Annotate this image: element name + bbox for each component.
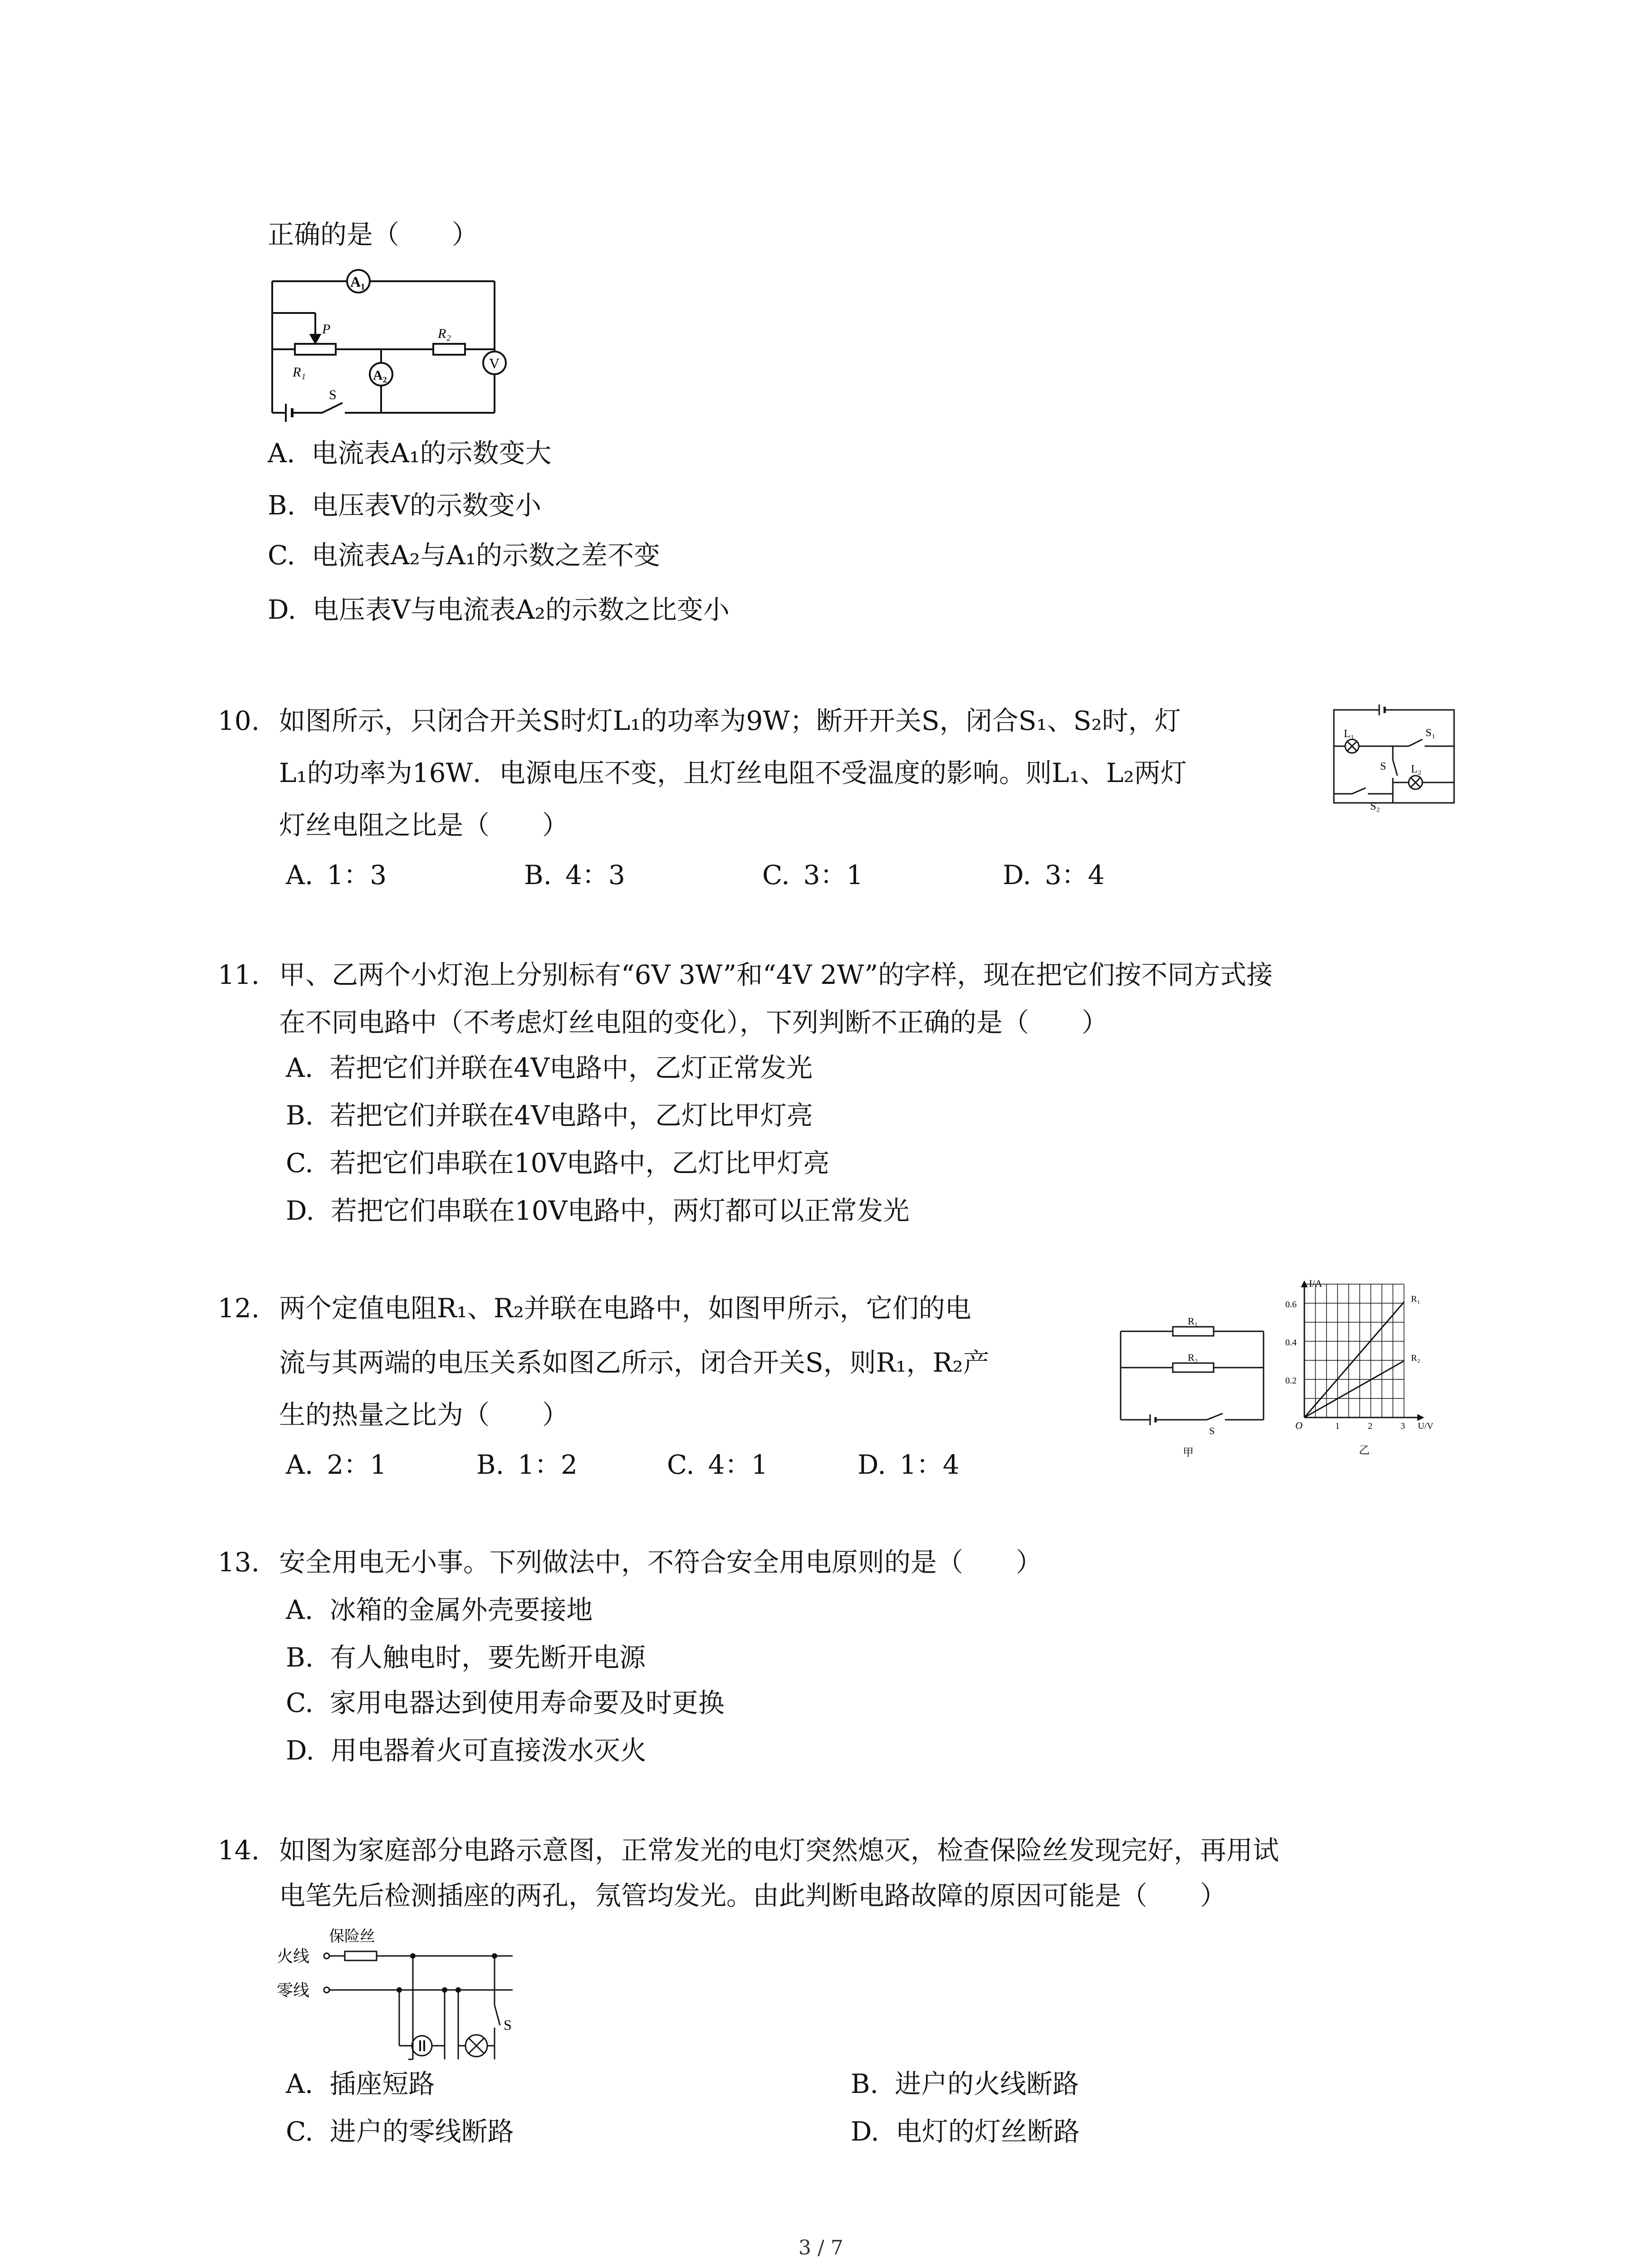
q14-line-1: 如图为家庭部分电路示意图，正常发光的电灯突然熄灭，检查保险丝发现完好，再用试 — [279, 1835, 1279, 1866]
q12-yi-xtick-3: 3 — [1401, 1421, 1405, 1431]
q10-number: 10. — [218, 705, 260, 736]
q14-fig-fuse: 保险丝 — [329, 1928, 375, 1945]
q12-yi-caption: 乙 — [1359, 1445, 1370, 1457]
q9-fig-r1: R₁ — [293, 365, 306, 380]
q11-number: 11. — [218, 959, 260, 990]
q14-option-d[interactable]: D. 电灯的灯丝断路 — [851, 2116, 1080, 2147]
q10-fig-s2: S₂ — [1370, 801, 1380, 812]
q10-option-d[interactable]: D. 3：4 — [1003, 860, 1105, 890]
q12-yi-ytick-04: 0.4 — [1285, 1338, 1297, 1348]
q10-line-1: 如图所示，只闭合开关S时灯L₁的功率为9W；断开开关S，闭合S₁、S₂时，灯 — [279, 705, 1181, 736]
q11-line-1: 甲、乙两个小灯泡上分别标有“6V 3W”和“4V 2W”的字样，现在把它们按不同方式接 — [279, 959, 1273, 990]
q14-number: 14. — [218, 1835, 260, 1866]
q12-yi-ylabel: I/A — [1309, 1278, 1323, 1289]
q9-fig-a2: A₂ — [373, 368, 387, 383]
q12-yi-r2: R₂ — [1411, 1353, 1421, 1363]
q12-line-1: 两个定值电阻R₁、R₂并联在电路中，如图甲所示，它们的电 — [279, 1293, 971, 1324]
q13-number: 13. — [218, 1547, 260, 1578]
q10-line-2: L₁的功率为16W．电源电压不变，且灯丝电阻不受温度的影响。则L₁、L₂两灯 — [279, 758, 1187, 788]
q12-yi-grid — [1304, 1284, 1404, 1418]
q12-fig-jia — [1116, 1306, 1270, 1461]
q12-fig-yi — [1282, 1277, 1509, 1458]
q12-option-a[interactable]: A. 2：1 — [286, 1449, 387, 1480]
q11-option-a[interactable]: A. 若把它们并联在4V电路中，乙灯正常发光 — [286, 1052, 813, 1083]
q10-option-a[interactable]: A. 1：3 — [286, 860, 387, 890]
q10-option-b[interactable]: B. 4：3 — [524, 860, 625, 890]
q11-option-b[interactable]: B. 若把它们并联在4V电路中，乙灯比甲灯亮 — [286, 1100, 813, 1131]
q14-line-2: 电笔先后检测插座的两孔，氖管均发光。由此判断电路故障的原因可能是（ ） — [279, 1880, 1227, 1911]
q10-fig-l1: L₁ — [1344, 728, 1355, 740]
q12-yi-ytick-06: 0.6 — [1285, 1300, 1297, 1310]
q12-yi-xtick-1: 1 — [1335, 1421, 1340, 1431]
q11-option-c[interactable]: C. 若把它们串联在10V电路中，乙灯比甲灯亮 — [286, 1148, 830, 1178]
q12-jia-s: S — [1209, 1425, 1215, 1437]
q13-option-a[interactable]: A. 冰箱的金属外壳要接地 — [286, 1594, 593, 1625]
q9-fig-r2: R₂ — [438, 326, 451, 341]
q12-yi-xtick-2: 2 — [1368, 1421, 1372, 1431]
q12-yi-r1: R₁ — [1411, 1294, 1421, 1304]
q9-fig-a1: A₁ — [350, 274, 365, 290]
q11-line-2: 在不同电路中（不考虑灯丝电阻的变化），下列判断不正确的是（ ） — [279, 1007, 1108, 1038]
q12-yi-origin: O — [1295, 1420, 1303, 1431]
page-number: 3 / 7 — [798, 2236, 843, 2259]
q10-option-c[interactable]: C. 3：1 — [762, 860, 863, 890]
q12-jia-caption: 甲 — [1183, 1447, 1194, 1459]
q14-fig-s: S — [504, 2017, 512, 2033]
q12-option-c[interactable]: C. 4：1 — [667, 1449, 768, 1480]
q10-circuit-figure — [1329, 701, 1461, 814]
q10-fig-l2: L₂ — [1411, 763, 1422, 775]
q9-tail: 正确的是（ ） — [268, 219, 479, 250]
q12-yi-ytick-02: 0.2 — [1285, 1376, 1297, 1386]
q13-option-c[interactable]: C. 家用电器达到使用寿命要及时更换 — [286, 1687, 725, 1718]
q12-yi-xlabel: U/V — [1418, 1421, 1434, 1431]
q12-jia-r2: R₂ — [1188, 1352, 1198, 1363]
q12-jia-r1: R₁ — [1188, 1315, 1198, 1327]
q9-fig-v: V — [489, 355, 500, 371]
q14-option-b[interactable]: B. 进户的火线断路 — [851, 2068, 1079, 2099]
q13-option-b[interactable]: B. 有人触电时，要先断开电源 — [286, 1642, 646, 1673]
q10-line-3: 灯丝电阻之比是（ ） — [279, 810, 569, 841]
q14-option-c[interactable]: C. 进户的零线断路 — [286, 2116, 514, 2147]
q14-fig-neutral: 零线 — [277, 1981, 310, 1999]
q14-fig-live: 火线 — [277, 1947, 310, 1965]
q9-fig-s: S — [329, 387, 337, 402]
q9-option-a[interactable]: A. 电流表A₁的示数变大 — [268, 438, 552, 469]
q12-number: 12. — [218, 1293, 260, 1324]
q12-line-2: 流与其两端的电压关系如图乙所示，闭合开关S，则R₁，R₂产 — [279, 1347, 989, 1378]
q10-fig-s1: S₁ — [1425, 727, 1435, 739]
q9-option-b[interactable]: B. 电压表V的示数变小 — [268, 490, 541, 521]
q12-option-d[interactable]: D. 1：4 — [857, 1449, 960, 1480]
q11-option-d[interactable]: D. 若把它们串联在10V电路中，两灯都可以正常发光 — [286, 1195, 910, 1226]
q10-fig-s: S — [1380, 761, 1386, 772]
q12-yi-line-r2 — [1304, 1361, 1404, 1418]
q14-circuit-figure — [268, 1923, 531, 2068]
q12-line-3: 生的热量之比为（ ） — [279, 1399, 569, 1430]
q13-option-d[interactable]: D. 用电器着火可直接泼水灭火 — [286, 1735, 647, 1766]
q9-option-c[interactable]: C. 电流表A₂与A₁的示数之差不变 — [268, 540, 661, 571]
q12-option-b[interactable]: B. 1：2 — [476, 1449, 578, 1480]
q14-option-a[interactable]: A. 插座短路 — [286, 2068, 435, 2099]
q9-fig-p: P — [322, 322, 331, 337]
q9-circuit-figure — [254, 259, 526, 426]
q13-line-1: 安全用电无小事。下列做法中，不符合安全用电原则的是（ ） — [279, 1547, 1043, 1578]
q9-option-d[interactable]: D. 电压表V与电流表A₂的示数之比变小 — [268, 594, 730, 625]
q12-yi-line-r1 — [1304, 1302, 1404, 1418]
